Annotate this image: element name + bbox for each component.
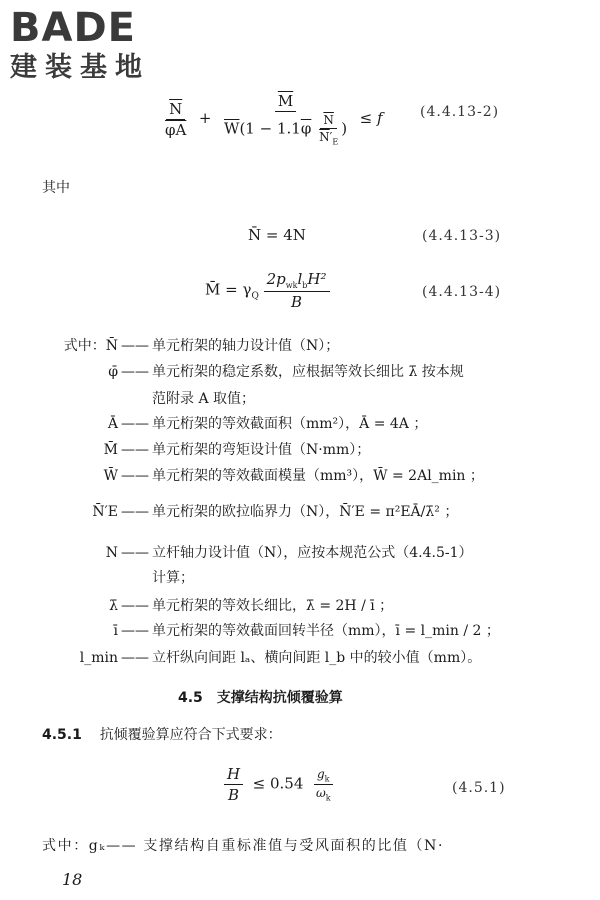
definition-text: 单元桁架的等效截面模量（mm³），W̄ = 2Al_min ；	[152, 468, 484, 484]
eq3-num-rest: l	[297, 270, 303, 288]
clause-number: 4.5.1	[42, 727, 82, 743]
definition-row	[42, 502, 458, 522]
equation-number-4-4-13-4: (4.4.13-4)	[422, 284, 502, 300]
logo-subtitle: 建装基地	[10, 52, 150, 83]
equation-4-4-13-4	[205, 270, 330, 311]
definition-row	[42, 336, 339, 356]
definition-row	[42, 440, 370, 460]
page-number: 18	[62, 870, 83, 889]
definition-text: 单元桁架的欧拉临界力（N），N̄′E = π²EĀ/λ̄² ；	[152, 504, 459, 520]
definition-text: 单元桁架的等效长细比，λ̄ = 2H / ī ；	[152, 598, 394, 614]
clause-text: 抗倾覆验算应符合下式要求：	[99, 727, 282, 743]
definition-text: 单元桁架的稳定系数，应根据等效长细比 λ̄ 按本规	[152, 364, 464, 380]
definition-dash: ——	[121, 598, 149, 614]
logo	[10, 6, 150, 84]
eq3-sub: Q	[251, 291, 259, 302]
qizhong-label: 其中	[42, 180, 70, 196]
definition-dash: ——	[121, 623, 149, 639]
definition-dash: ——	[121, 338, 149, 354]
definition-symbol: l_min	[79, 650, 118, 666]
equation-4-4-13-2: $\frac{\overline{N}}{\overline{\varphi}\overline{A}}$ + $\overline{M}$ $\overline{W}(1 - 1.1\overline{\varphi}$ $\frac{\overline{N}}{\overline{N}'_E}$ ) ≤ f	[165, 92, 383, 147]
definition-symbol: N̄′E	[92, 504, 118, 520]
clause-4-5-1	[42, 725, 282, 745]
definition-symbol: 式中：N̄	[63, 338, 118, 354]
definition-dash: ——	[121, 468, 149, 484]
definition-row	[42, 621, 500, 641]
definition-row	[42, 596, 393, 616]
definition-symbol: Ā	[107, 416, 118, 432]
definition-dash: ——	[121, 545, 149, 561]
equation-number-4-4-13-3: (4.4.13-3)	[422, 228, 502, 244]
eq3-lhs: M̄ = γ	[205, 280, 252, 299]
definition-text: 立杆纵向间距 lₐ、横向间距 l_b 中的较小值（mm）。	[152, 650, 482, 666]
definition-dash: ——	[121, 650, 149, 666]
eq3-num-sub2: b	[302, 281, 308, 290]
equation-number-4-4-13-2: (4.4.13-2)	[420, 104, 500, 120]
definition-dash: ——	[121, 364, 149, 380]
definition-symbol: N	[105, 545, 118, 561]
definition-row	[42, 466, 484, 486]
definition-symbol: W̄	[103, 468, 118, 484]
definition-text: 立杆轴力设计值（N），应按本规范公式（4.4.5-1）	[152, 545, 473, 561]
definition-dash: ——	[121, 504, 149, 520]
eq3-num-sub: wk	[285, 281, 298, 290]
eq3-num: 2p	[266, 270, 286, 288]
definition-symbol: ī	[113, 623, 118, 639]
definition-symbol: φ̄	[108, 364, 118, 380]
definition-row	[42, 648, 481, 668]
definition-row	[42, 389, 255, 409]
definition-text: 计算；	[152, 570, 194, 586]
definition-dash: ——	[121, 416, 149, 432]
definition-text: 范附录 A 取值；	[152, 391, 256, 407]
definition-row	[42, 362, 464, 382]
definition-text: 单元桁架的等效截面回转半径（mm），ī = l_min / 2 ；	[152, 623, 500, 639]
definition-row	[42, 568, 194, 588]
definition-symbol: M̄	[103, 442, 118, 458]
definition-text: 单元桁架的弯矩设计值（N·mm）；	[152, 442, 371, 458]
last-line-text: 式中：gₖ—— 支撑结构自重标准值与受风面积的比值（N·	[42, 838, 445, 854]
equation-4-5-1: $\frac{H}{B}$ ≤ 0.54 $\frac{g_k}{\omega_k}$	[224, 765, 334, 804]
equation-4-4-13-3: N̄ = 4N	[248, 226, 306, 244]
eq3-num-end: H²	[307, 270, 327, 288]
definition-text: 单元桁架的轴力设计值（N）；	[152, 338, 340, 354]
equation-number-4-5-1: (4.5.1)	[452, 780, 506, 796]
definition-symbol: λ̄	[109, 598, 118, 614]
definition-text: 单元桁架的等效截面积（mm²），Ā = 4A ；	[152, 416, 428, 432]
definition-row	[42, 414, 427, 434]
section-heading: 4.5 支撑结构抗倾覆验算	[178, 690, 343, 706]
eq3-den: B	[291, 293, 303, 311]
logo-brand: BADE	[10, 5, 136, 51]
definition-row	[42, 543, 473, 563]
definition-dash: ——	[121, 442, 149, 458]
